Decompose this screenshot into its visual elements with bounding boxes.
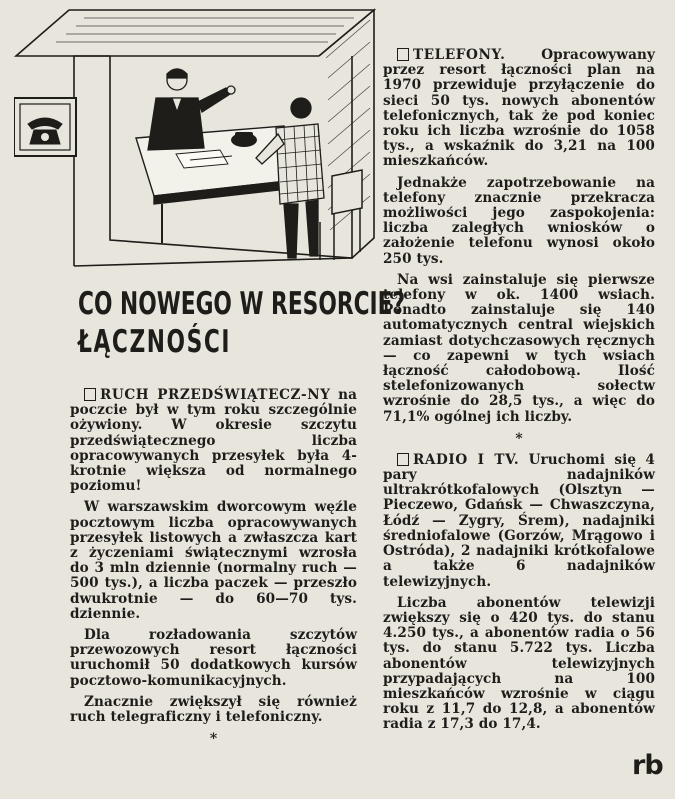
headline-line-2: ŁĄCZNOŚCI — [78, 324, 232, 360]
ruch-paragraph: RUCH PRZEDŚWIĄTECZ-NY na poczcie był w tym roku szczególnie ożywiony. W okresie szczytu przedświątecznego liczba opracowywanych przesyłek była 4-krotnie większa od normalnego poziomu! — [70, 387, 357, 495]
radio-keyword: RADIO I TV. — [413, 451, 520, 468]
section-bullet-box — [84, 388, 96, 401]
left-column — [70, 388, 357, 753]
section-bullet-box — [397, 453, 409, 466]
paragraph: Liczba abonentów telewizji zwiększy się o 420 tys. do stanu 4.250 tys., a abonentów radia o 56 tys. do stanu 5.722 tys. Liczba abonentów telewizyjnych przypadających na 100 mieszkańców wzrośnie w ciągu roku z 11,7 do 12,8, a abonentów radia z 17,3 do 17,4. — [383, 594, 655, 733]
headline-line-1: CO NOWEGO W RESORCIE? — [78, 286, 406, 322]
paragraph: Dla rozładowania szczytów przewozowych resort łączności uruchomił 50 dodatkowych kursów pocztowo-komunikacyjnych. — [70, 627, 357, 689]
radio-paragraph: RADIO I TV. Uruchomi się 4 pary nadajników ultrakrótkofalowych (Olsztyn — Pieczewo, Gdańsk — Chwaszczyna, Łódź — Zygry, Śrem), nadajniki średniofalowe (Gorzów, Mrągowo i Ostróda), 2 nadajniki krótkofalowe a także 6 nadajników telewizyjnych. — [383, 451, 655, 590]
separator-star: * — [515, 430, 523, 447]
paragraph: Na wsi zainstaluje się pierwsze telefony w ok. 1400 wsiach. Ponadto zainstaluje się 140 automatycznych central wiejskich zamiast dotychczasowych ręcznych — co zapewni w tych wsiach łączność całodobową. Ilość stelefonizowanych sołectw wzrośnie do 28,5 tys., a więc do 71,1% ogólnej ich liczby. — [383, 271, 655, 425]
telefony-paragraph: TELEFONY. Opracowywany przez resort łączności plan na 1970 przewiduje przyłączenie do sieci 50 tys. nowych abonentów telefonicznych, tak że pod koniec roku ich liczba wzrośnie do 1058 tys., a wskaźnik do 3,21 na 100 mieszkańców. — [383, 47, 655, 170]
paragraph: W warszawskim dworcowym węźle pocztowym liczba opracowywanych przesyłek listowych a zwłaszcza kart z życzeniami świątecznymi wzrosła do 3 mln dziennie (normalny ruch — 500 tys.), a liczba paczek — przeszło dwukrotnie — do 60—70 tys. dziennie. — [70, 499, 357, 622]
paragraph: Jednakże zapotrzebowanie na telefony znacznie przekracza możliwości jego zaspokojenia: liczba zaległych wniosków o założenie telefonu wynosi około 250 tys. — [383, 174, 655, 267]
separator-star: * — [209, 731, 218, 748]
article-headline — [78, 286, 406, 362]
paragraph: Znacznie zwiększył się również ruch telegraficzny i telefoniczny. — [70, 693, 357, 726]
author-signature: rb — [632, 750, 663, 781]
office-scene-illustration — [14, 8, 384, 288]
section-bullet-box — [397, 48, 409, 61]
right-column — [383, 48, 655, 739]
telephone-icon — [14, 98, 76, 156]
telefony-keyword: TELEFONY. — [413, 47, 506, 63]
ruch-keyword: RUCH PRZEDŚWIĄTECZ-NY — [100, 387, 331, 403]
